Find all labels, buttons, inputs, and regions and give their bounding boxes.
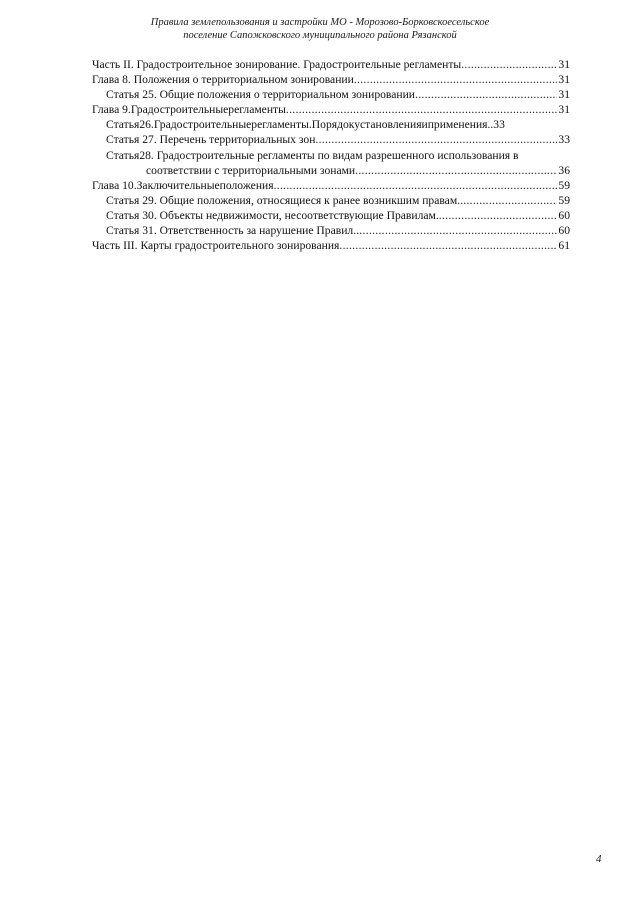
toc-entry-page: 59	[558, 193, 570, 207]
dot-leader	[460, 193, 557, 208]
toc-entry-page: 59	[558, 178, 570, 192]
toc-entry-title-line-1: Статья28. Градостроительные регламенты по видам разрешенного использования в	[106, 148, 519, 162]
toc-entry-page: 61	[558, 239, 570, 253]
toc-entry-article-27[interactable]	[92, 132, 570, 147]
toc-entry-title-line-2: соответствии с территориальными зонами	[146, 163, 356, 177]
toc-entry-article-30[interactable]	[92, 208, 570, 223]
toc-entry-title: Статья26.Градостроительныерегламенты.Порядокустановленияиприменения..33	[106, 118, 505, 132]
running-header	[0, 16, 640, 42]
table-of-contents	[92, 57, 570, 253]
dot-leader	[356, 223, 557, 238]
dot-leader	[274, 178, 558, 193]
toc-entry-page: 31	[558, 58, 570, 71]
toc-entry-title: Статья 29. Общие положения, относящиеся к ранее возникшим правам.	[106, 193, 461, 207]
dot-leader	[315, 132, 557, 147]
toc-entry-page: 60	[558, 224, 570, 238]
toc-entry-title: Часть II. Градостроительное зонирование. Градостроительные регламенты	[92, 58, 462, 71]
toc-entry-title: Статья 30. Объекты недвижимости, несоответствующие Правилам.	[106, 208, 439, 222]
toc-entry-article-28[interactable]	[92, 148, 570, 178]
header-line-1: Правила землепользования и застройки МО - Морозово-Борковскоесельское	[150, 17, 490, 28]
dot-leader	[461, 57, 557, 72]
toc-entry-article-25[interactable]	[92, 87, 570, 102]
toc-entry-page: 31	[558, 73, 570, 87]
toc-entry-page: 33	[558, 133, 570, 147]
toc-entry-continuation	[106, 163, 570, 178]
toc-entry-title: Глава 10.Заключительныеположения	[92, 178, 274, 192]
dot-leader	[354, 72, 558, 87]
toc-entry-article-31[interactable]	[92, 223, 570, 238]
toc-entry-title: Статья 25. Общие положения о территориальном зонировании	[106, 88, 415, 102]
toc-entry-page: 60	[558, 208, 570, 222]
dot-leader	[355, 163, 557, 178]
toc-entry-article-26[interactable]	[92, 117, 570, 132]
toc-entry-part-3[interactable]	[92, 238, 570, 253]
toc-entry-chapter-9[interactable]	[92, 102, 570, 117]
toc-entry-title: Глава 8. Положения о территориальном зонировании	[92, 73, 354, 87]
toc-entry-article-29[interactable]	[92, 193, 570, 208]
toc-entry-title: Статья 27. Перечень территориальных зон	[106, 133, 316, 147]
toc-entry-page: 36	[558, 163, 570, 177]
toc-entry-chapter-10[interactable]	[92, 178, 570, 193]
toc-entry-title: Глава 9.Градостроительныерегламенты	[92, 103, 286, 117]
header-line-2: поселение Сапожковского муниципального района Рязанской	[183, 30, 457, 41]
toc-entry-chapter-8[interactable]	[92, 72, 570, 87]
toc-entry-title: Часть III. Карты градостроительного зонирования	[92, 239, 340, 253]
dot-leader	[415, 87, 557, 102]
toc-entry-page: 31	[558, 103, 570, 117]
dot-leader	[339, 238, 557, 253]
dot-leader	[439, 208, 558, 223]
toc-entry-page: 31	[558, 88, 570, 102]
page-number: 4	[596, 853, 602, 865]
toc-entry-title: Статья 31. Ответственность за нарушение Правил.	[106, 224, 357, 238]
toc-entry-part-2[interactable]	[92, 57, 570, 72]
dot-leader	[286, 102, 558, 117]
